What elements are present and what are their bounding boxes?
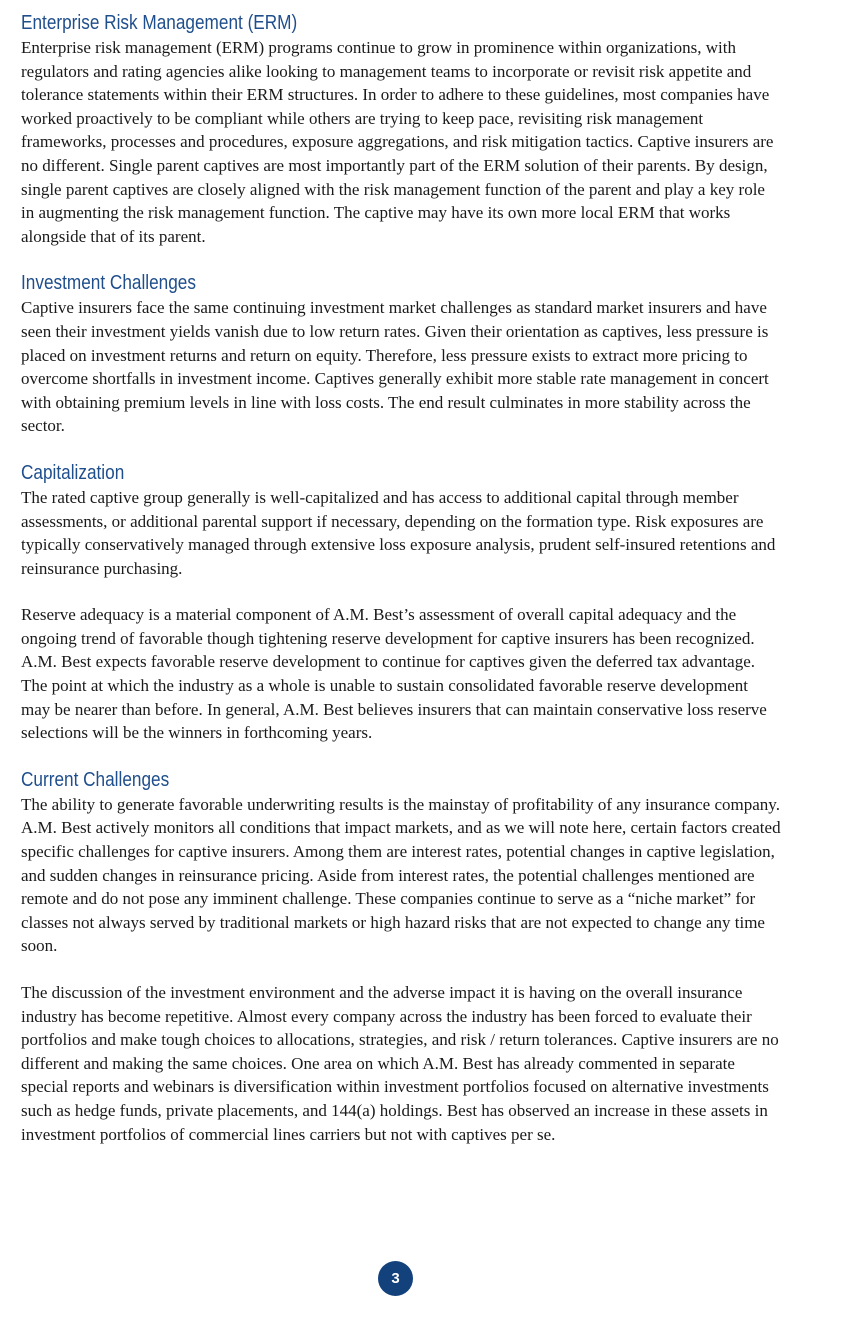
section-heading: Capitalization — [21, 461, 125, 484]
section-erm — [21, 10, 781, 248]
section-current-challenges — [21, 767, 781, 1146]
body-paragraph: Reserve adequacy is a material component of A.M. Best’s assessment of overall capital adequacy and the ongoing trend of favorable though tightening reserve development for captive insurers has been recognized. A.M. Best expects favorable reserve development to continue for captives given the deferred tax advantage. The point at which the industry as a whole is unable to sustain consolidated favorable reserve development may be nearer than before. In general, A.M. Best believes insurers that can maintain conservative loss reserve selections will be the winners in forthcoming years. — [21, 605, 767, 743]
section-heading: Investment Challenges — [21, 272, 196, 295]
section-capitalization — [21, 460, 781, 745]
body-paragraph: The discussion of the investment environment and the adverse impact it is having on the overall insurance industry has become repetitive. Almost every company across the industry has been forced to evaluate their portfolios and make tough choices to allocations, strategies, and risk / return tolerances. Captive insurers are no different and making the same choices. One area on which A.M. Best has already commented in separate special reports and webinars is diversification within investment portfolios focused on alternative investments such as hedge funds, private placements, and 144(a) holdings. Best has observed an increase in these assets in investment portfolios of commercial lines carriers but not with captives per se. — [21, 983, 779, 1144]
document-page — [21, 10, 781, 1146]
body-paragraph: Enterprise risk management (ERM) programs continue to grow in prominence within organizations, with regulators and rating agencies alike looking to management teams to incorporate or revisit risk appetite and tolerance statements within their ERM structures. In order to adhere to these guidelines, most companies have worked proactively to be compliant while others are trying to keep pace, revisiting risk management frameworks, processes and procedures, exposure aggregations, and risk mitigation tactics. Captive insurers are no different. Single parent captives are most importantly part of the ERM solution of their parents. By design, single parent captives are closely aligned with the risk management function of the parent and play a key role in augmenting the risk management function. The captive may have its own more local ERM that works alongside that of its parent. — [21, 38, 774, 246]
section-heading: Enterprise Risk Management (ERM) — [21, 12, 298, 34]
body-paragraph: The ability to generate favorable underwriting results is the mainstay of profitability of any insurance company. A.M. Best actively monitors all conditions that impact markets, and as we will note here, certain factors created specific challenges for captive insurers. Among them are interest rates, potential changes in captive legislation, and sudden changes in reinsurance pricing. Aside from interest rates, the potential challenges mentioned are remote and do not pose any imminent challenge. These companies continue to serve as a “niche market” for classes not always served by traditional markets or high hazard risks that are not expected to change any time soon. — [21, 794, 781, 956]
section-heading: Current Challenges — [21, 768, 170, 791]
section-investment-challenges — [21, 270, 781, 438]
body-paragraph: The rated captive group generally is well-capitalized and has access to additional capital through member assessments, or additional parental support if necessary, depending on the formation type. Risk exposures are typically conservatively managed through extensive loss exposure analysis, prudent self-insured retentions and reinsurance purchasing. — [21, 487, 776, 578]
page-number-badge: 3 — [378, 1261, 413, 1296]
body-paragraph: Captive insurers face the same continuing investment market challenges as standard market insurers and have seen their investment yields vanish due to low return rates. Given their orientation as captives, less pressure is placed on investment returns and return on equity. Therefore, less pressure exists to extract more pricing to overcome shortfalls in investment income. Captives generally exhibit more stable rate management in concert with obtaining premium levels in line with loss costs. The end result culminates in more stability across the sector. — [21, 298, 769, 436]
